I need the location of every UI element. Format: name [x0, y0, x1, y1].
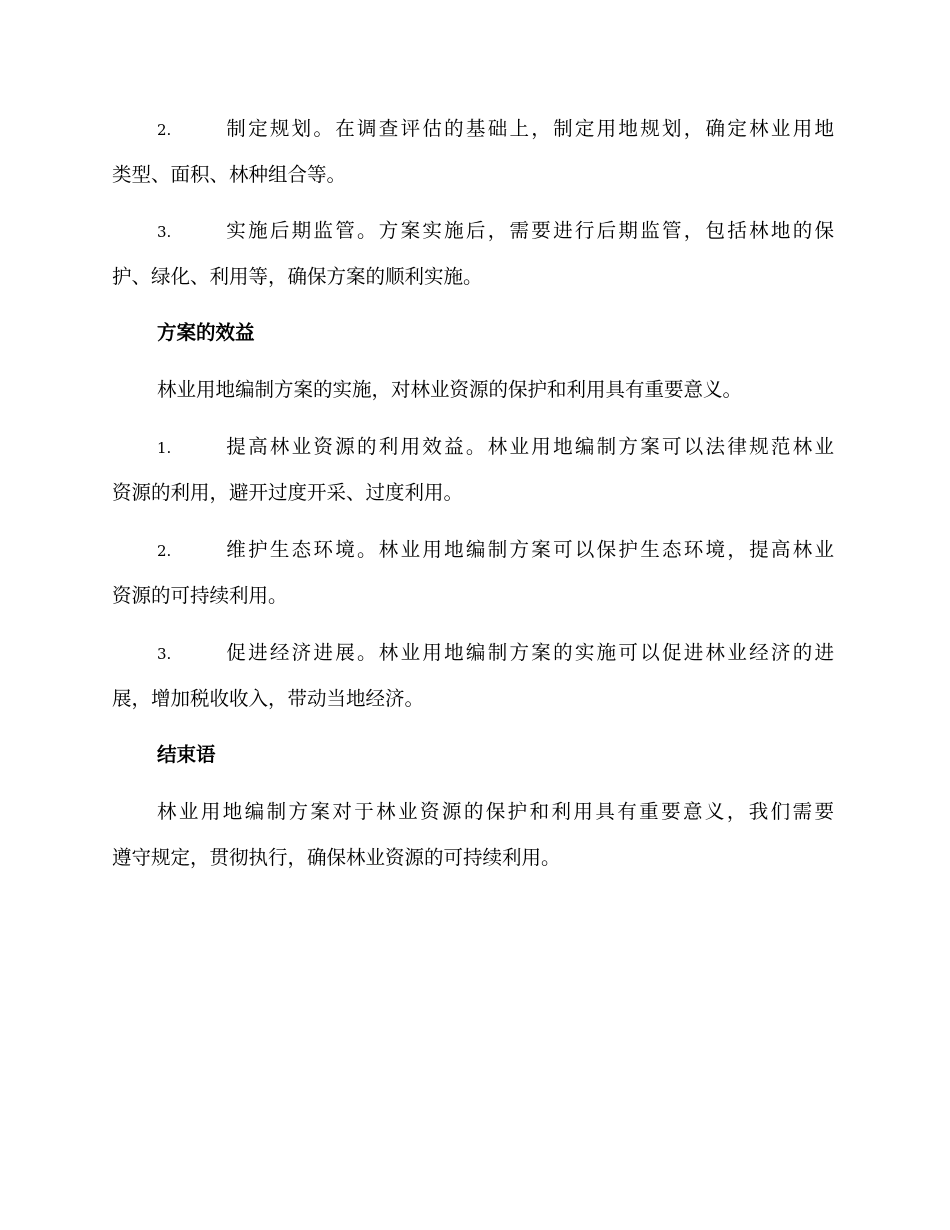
list-item-line: 展，增加税收收入，带动当地经济。: [112, 687, 425, 710]
section-heading: 方案的效益: [157, 321, 255, 344]
list-item-number: 2.: [157, 542, 172, 560]
list-item-line: 3. 促进经济进展。林业用地编制方案的实施可以促进林业经济的进: [112, 630, 834, 676]
list-item-line: 类型、面积、林种组合等。: [112, 163, 347, 186]
list-item: [112, 106, 834, 198]
list-item-number: 3.: [157, 645, 172, 663]
list-item-line: 2. 维护生态环境。林业用地编制方案可以保护生态环境，提高林业: [112, 527, 834, 573]
list-item-line: 2. 制定规划。在调查评估的基础上，制定用地规划，确定林业用地: [112, 106, 834, 152]
paragraph: [112, 789, 834, 881]
list-item-line: 3. 实施后期监管。方案实施后，需要进行后期监管，包括林地的保: [112, 208, 834, 254]
list-item-line: 护、绿化、利用等，确保方案的顺利实施。: [112, 265, 483, 288]
list-item-line: 1. 提高林业资源的利用效益。林业用地编制方案可以法律规范林业: [112, 424, 834, 470]
list-item-line: 资源的可持续利用。: [112, 584, 288, 607]
list-item-number: 2.: [157, 121, 172, 139]
list-item-line: 资源的利用，避开过度开采、过度利用。: [112, 481, 464, 504]
list-item-number: 3.: [157, 223, 172, 241]
paragraph-line: 遵守规定，贯彻执行，确保林业资源的可持续利用。: [112, 846, 561, 869]
list-item: [112, 208, 834, 300]
list-item: [112, 527, 834, 619]
list-item: [112, 424, 834, 516]
section-heading: 结束语: [157, 743, 216, 766]
paragraph: 林业用地编制方案的实施，对林业资源的保护和利用具有重要意义。: [157, 378, 743, 401]
paragraph-line: 林业用地编制方案对于林业资源的保护和利用具有重要意义，我们需要: [157, 800, 834, 823]
list-item: [112, 630, 834, 722]
list-item-number: 1.: [157, 439, 172, 457]
